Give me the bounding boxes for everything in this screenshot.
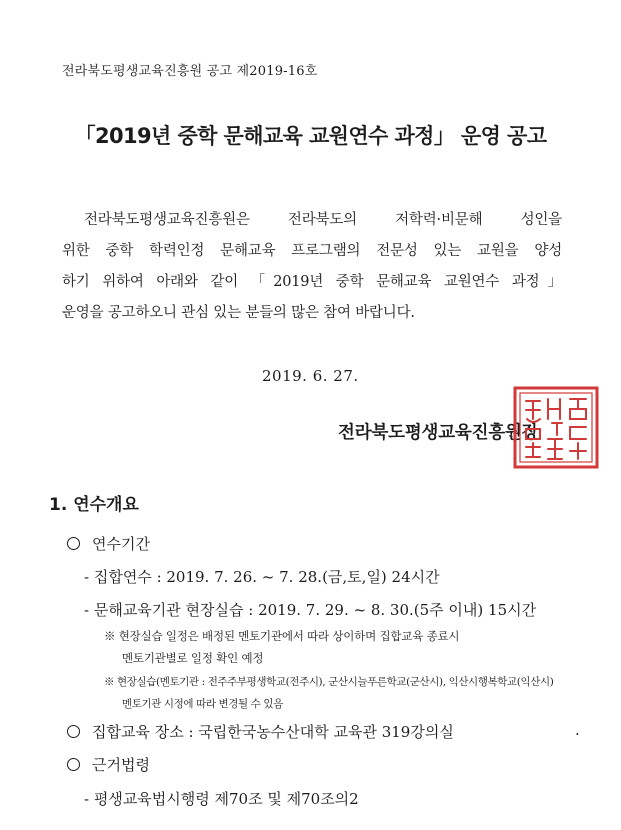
section-heading: 1. 연수개요 bbox=[49, 495, 139, 515]
period-item: - 문해교육기관 현장실습 : 2019. 7. 29. ~ 8. 30.(5주 이내) 15시간 bbox=[84, 601, 537, 619]
note-line: 멘토기관 시정에 따라 변경될 수 있음 bbox=[122, 698, 283, 710]
basis-label: 근거법령 bbox=[92, 756, 150, 774]
circle-bullet-icon bbox=[67, 758, 80, 771]
period-heading bbox=[67, 533, 150, 554]
venue-dot: . bbox=[575, 721, 580, 739]
document-number: 전라북도평생교육진흥원 공고 제2019-16호 bbox=[62, 64, 318, 79]
announcement-date: 2019. 6. 27. bbox=[262, 367, 359, 385]
announcement-body bbox=[62, 205, 562, 329]
basis-heading bbox=[67, 754, 150, 775]
issuer-name: 전라북도평생교육진흥원장 bbox=[338, 423, 539, 443]
period-item: - 집합연수 : 2019. 7. 26. ~ 7. 28.(금,토,일) 24시간 bbox=[84, 568, 440, 586]
body-line: 위한 중학 학력인정 문해교육 프로그램의 전문성 있는 교원을 양성 bbox=[62, 243, 562, 259]
venue-label: 집합교육 장소 : 국립한국농수산대학 교육관 319강의실 bbox=[92, 723, 454, 741]
venue-heading bbox=[67, 721, 454, 742]
page-title: 「2019년 중학 문해교육 교원연수 과정」 운영 공고 bbox=[74, 124, 547, 148]
period-label: 연수기간 bbox=[92, 535, 150, 553]
note-line: ※ 현장실습(멘토기관 : 전주주부평생학교(전주시), 군산시늘푸른학교(군산시), 익산시행복학교(익산시) bbox=[104, 676, 554, 688]
body-line: 하기 위하여 아래와 같이 「2019년 중학 문해교육 교원연수 과정」 bbox=[62, 274, 562, 290]
body-line: 전라북도평생교육진흥원은 전라북도의 저학력·비문해 성인을 bbox=[84, 212, 562, 228]
body-line: 운영을 공고하오니 관심 있는 분들의 많은 참여 바랍니다. bbox=[62, 305, 415, 321]
note-line: 멘토기관별로 일정 확인 예정 bbox=[122, 651, 264, 665]
circle-bullet-icon bbox=[67, 537, 80, 550]
circle-bullet-icon bbox=[67, 725, 80, 738]
official-seal-icon bbox=[512, 385, 600, 470]
note-line: ※ 현장실습 일정은 배정된 멘토기관에서 따라 상이하며 집합교육 종료시 bbox=[104, 629, 460, 643]
basis-item: - 평생교육법시행령 제70조 및 제70조의2 bbox=[84, 790, 359, 808]
